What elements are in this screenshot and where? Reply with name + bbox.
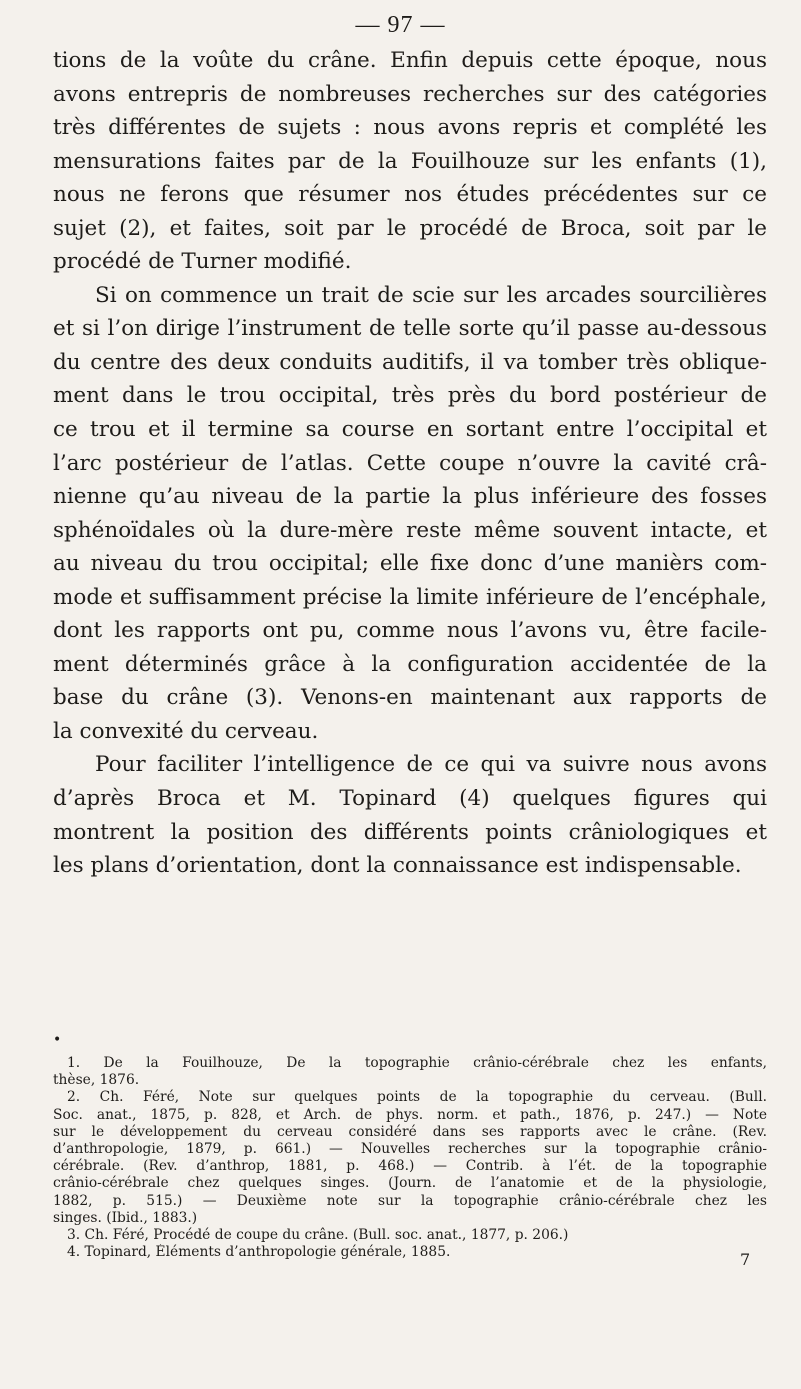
text-line: du centre des deux conduits auditifs, il va tomber très oblique- xyxy=(53,349,767,375)
text-line: sphénoïdales où la dure-mère reste même souvent intacte, et xyxy=(53,517,767,543)
text-line: montrent la position des différents points crâniologiques et xyxy=(53,819,767,845)
footnote-line: singes. (Ibid., 1883.) xyxy=(53,1209,198,1226)
footnotes xyxy=(53,1055,767,1261)
text-line: les plans d’orientation, dont la connaissance est indispensable. xyxy=(53,853,742,879)
text-line: dont les rapports ont pu, comme nous l’avons vu, être facile- xyxy=(53,618,767,644)
text-line: tions de la voûte du crâne. Enfin depuis cette époque, nous xyxy=(53,48,767,73)
footnote-line: d’anthropologie, 1879, p. 661.) — Nouvelles recherches sur la topographie crânio- xyxy=(53,1140,767,1157)
footnote-line: crânio-cérébrale chez quelques singes. (Journ. de l’anatomie et de la physiologie, xyxy=(53,1175,767,1192)
text-line: mensurations faites par de la Fouilhouze sur les enfants (1), xyxy=(53,148,767,174)
footnote-line: 1. De la Fouilhouze, De la topographie crânio-cérébrale chez les enfants, xyxy=(67,1055,767,1071)
text-line: Si on commence un trait de scie sur les arcades sourcilières xyxy=(95,282,767,308)
footnote-line: cérébrale. (Rev. d’anthrop, 1881, p. 468.) — Contrib. à l’ét. de la topographie xyxy=(53,1158,767,1175)
text-line: procédé de Turner modifié. xyxy=(53,249,352,275)
body-text xyxy=(53,44,767,883)
signature-mark: 7 xyxy=(740,1250,751,1269)
text-line: très différentes de sujets : nous avons repris et complété les xyxy=(53,115,767,141)
text-line: nous ne ferons que résumer nos études précédentes sur ce xyxy=(53,182,767,208)
text-line: l’arc postérieur de l’atlas. Cette coupe n’ouvre la cavité crâ- xyxy=(53,450,767,476)
text-line: sujet (2), et faites, soit par le procédé de Broca, soit par le xyxy=(53,215,767,241)
text-line: nienne qu’au niveau de la partie la plus inférieure des fosses xyxy=(53,484,767,510)
text-line: ce trou et il termine sa course en sortant entre l’occipital et xyxy=(53,417,767,443)
text-line: d’après Broca et M. Topinard (4) quelques figures qui xyxy=(53,786,767,812)
text-line: ment dans le trou occipital, très près du bord postérieur de xyxy=(53,383,767,409)
bullet-mark: • xyxy=(53,1032,62,1048)
text-line: et si l’on dirige l’instrument de telle sorte qu’il passe au-dessous xyxy=(53,316,767,342)
text-line: Pour faciliter l’intelligence de ce qui va suivre nous avons xyxy=(95,752,767,778)
footnote-line: 2. Ch. Féré, Note sur quelques points de la topographie du cerveau. (Bull. xyxy=(67,1089,767,1106)
text-line: avons entrepris de nombreuses recherches sur des catégories xyxy=(53,81,767,107)
footnote-line: 1882, p. 515.) — Deuxième note sur la topographie crânio-cérébrale chez les xyxy=(53,1192,767,1209)
page-number: — 97 — xyxy=(355,12,446,38)
footnote-line: sur le développement du cerveau considéré dans ses rapports avec le crâne. (Rev. xyxy=(53,1123,767,1140)
footnote-line: 4. Topinard, Éléments d’anthropologie générale, 1885. xyxy=(67,1244,451,1261)
text-line: au niveau du trou occipital; elle fixe donc d’une manièrs com- xyxy=(53,551,767,577)
text-line: ment déterminés grâce à la configuration accidentée de la xyxy=(53,651,767,677)
footnote-line: 3. Ch. Féré, Procédé de coupe du crâne. (Bull. soc. anat., 1877, p. 206.) xyxy=(67,1226,569,1243)
footnote-line: thèse, 1876. xyxy=(53,1072,140,1089)
text-line: base du crâne (3). Venons-en maintenant aux rapports de xyxy=(53,685,767,711)
text-line: la convexité du cerveau. xyxy=(53,718,319,744)
footnote-line: Soc. anat., 1875, p. 828, et Arch. de phys. norm. et path., 1876, p. 247.) — Note xyxy=(53,1106,767,1123)
text-line: mode et suffisamment précise la limite inférieure de l’encéphale, xyxy=(53,584,767,610)
